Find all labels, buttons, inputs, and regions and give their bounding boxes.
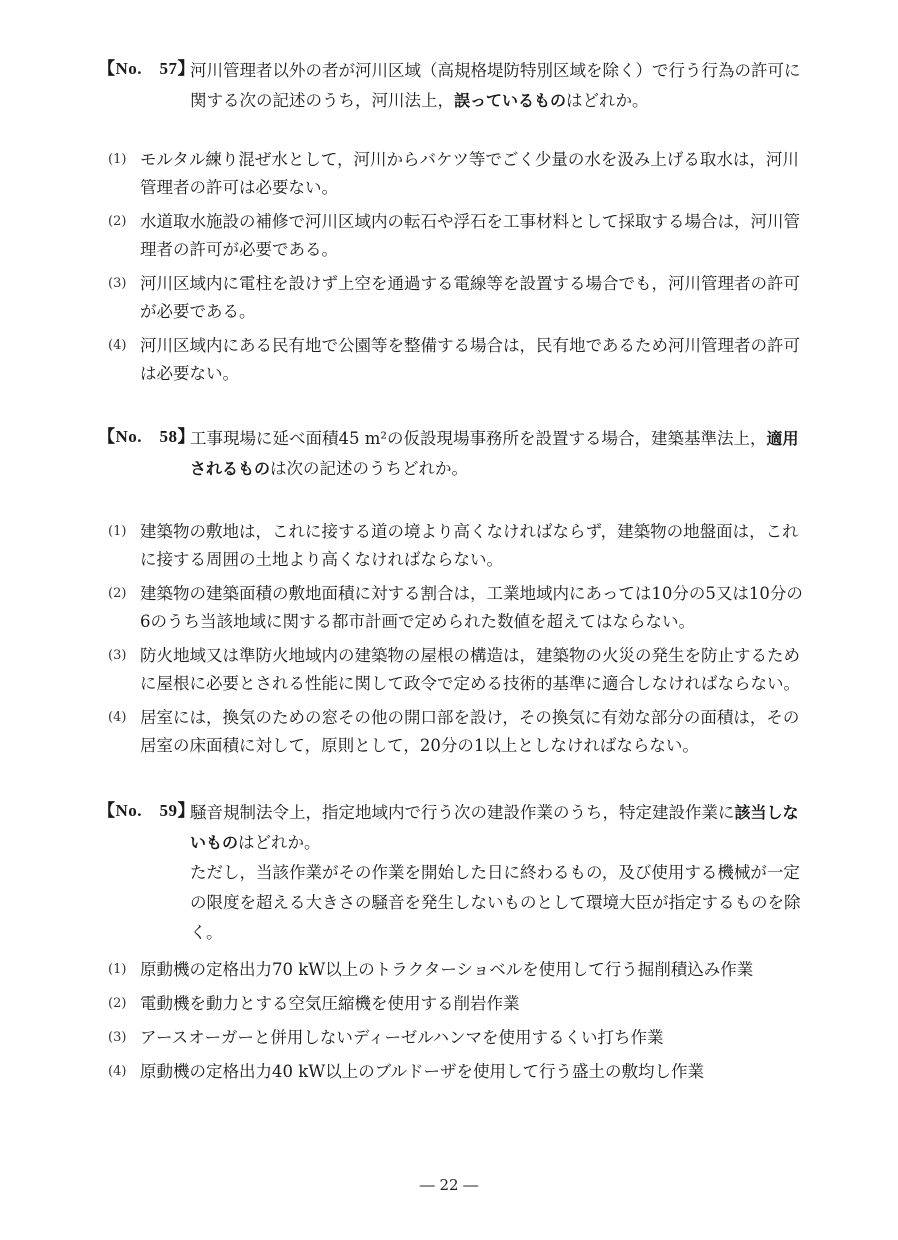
option-text: 電動機を動力とする空気圧縮機を使用する削岩作業 (140, 994, 520, 1013)
question-note: ただし，当該作業がその作業を開始した日に終わるもの，及び使用する機械が一定の限度を超える大きさの騒音を発生しないものとして環境大臣が指定するものを除く。 (190, 863, 801, 942)
option (108, 146, 808, 202)
option-number: (4) (108, 710, 127, 725)
question-number: 【No. 59】 (98, 801, 196, 820)
option-text: 建築物の建築面積の敷地面積に対する割合は，工業地域内にあっては10分の5又は10分の6のうち当該地域に関する都市計画で定められた数値を超えてはならない。 (140, 584, 803, 631)
option-number: (4) (108, 1064, 127, 1079)
option (108, 956, 808, 984)
option-number: (1) (108, 962, 127, 977)
option-number: (3) (108, 648, 127, 663)
option (108, 1058, 808, 1086)
option-number: (2) (108, 996, 127, 1011)
emphasis: 適用されるもの (190, 429, 799, 478)
options-57 (108, 146, 808, 394)
option (108, 270, 808, 326)
question-text: 工事現場に延べ面積45 m²の仮設現場事務所を設置する場合，建築基準法上，適用されるものは次の記述のうちどれか。 (190, 429, 799, 478)
question-59 (98, 798, 808, 948)
option-text: 河川区域内に電柱を設けず上空を通過する電線等を設置する場合でも，河川管理者の許可が必要である。 (140, 274, 800, 321)
question-text: 騒音規制法令上，指定地域内で行う次の建設作業のうち，特定建設作業に該当しないものはどれか。 (190, 803, 799, 852)
option-text: 防火地域又は準防火地域内の建築物の屋根の構造は，建築物の火災の発生を防止するために屋根に必要とされる性能に関して政令で定める技術的基準に適合しなければならない。 (140, 646, 800, 693)
option-number: (2) (108, 214, 127, 229)
option-text: 居室には，換気のための窓その他の開口部を設け，その換気に有効な部分の面積は，その居室の床面積に対して，原則として，20分の1以上としなければならない。 (140, 708, 800, 755)
option (108, 642, 808, 698)
options-59 (108, 956, 808, 1092)
option-number: (1) (108, 152, 127, 167)
option-number: (3) (108, 1030, 127, 1045)
option-text: 原動機の定格出力70 kW以上のトラクターショベルを使用して行う掘削積込み作業 (140, 960, 754, 979)
option-number: (1) (108, 524, 127, 539)
question-number: 【No. 58】 (98, 427, 196, 446)
option (108, 704, 808, 760)
options-58 (108, 518, 808, 766)
question-text: 河川管理者以外の者が河川区域（高規格堤防特別区域を除く）で行う行為の許可に関する次の記述のうち，河川法上，誤っているものはどれか。 (190, 61, 801, 110)
option (108, 208, 808, 264)
question-58 (98, 424, 808, 484)
option (108, 518, 808, 574)
option (108, 332, 808, 388)
option (108, 990, 808, 1018)
option-text: モルタル練り混ぜ水として，河川からバケツ等でごく少量の水を汲み上げる取水は，河川管理者の許可は必要ない。 (140, 150, 799, 197)
question-57 (98, 56, 808, 116)
option-text: アースオーガーと併用しないディーゼルハンマを使用するくい打ち作業 (140, 1028, 664, 1047)
option-text: 水道取水施設の補修で河川区域内の転石や浮石を工事材料として採取する場合は，河川管理者の許可が必要である。 (140, 212, 800, 259)
option-number: (4) (108, 338, 127, 353)
page-number: ― 22 ― (419, 1176, 479, 1194)
option (108, 580, 808, 636)
question-number: 【No. 57】 (98, 59, 196, 78)
option (108, 1024, 808, 1052)
emphasis: 該当しないもの (190, 803, 799, 852)
option-text: 建築物の敷地は，これに接する道の境より高くなければならず，建築物の地盤面は，これに接する周囲の土地より高くなければならない。 (140, 522, 799, 569)
option-text: 河川区域内にある民有地で公園等を整備する場合は，民有地であるため河川管理者の許可は必要ない。 (140, 336, 800, 383)
option-number: (2) (108, 586, 127, 601)
option-text: 原動機の定格出力40 kW以上のブルドーザを使用して行う盛土の敷均し作業 (140, 1062, 705, 1081)
emphasis: 誤っているもの (454, 91, 567, 110)
option-number: (3) (108, 276, 127, 291)
